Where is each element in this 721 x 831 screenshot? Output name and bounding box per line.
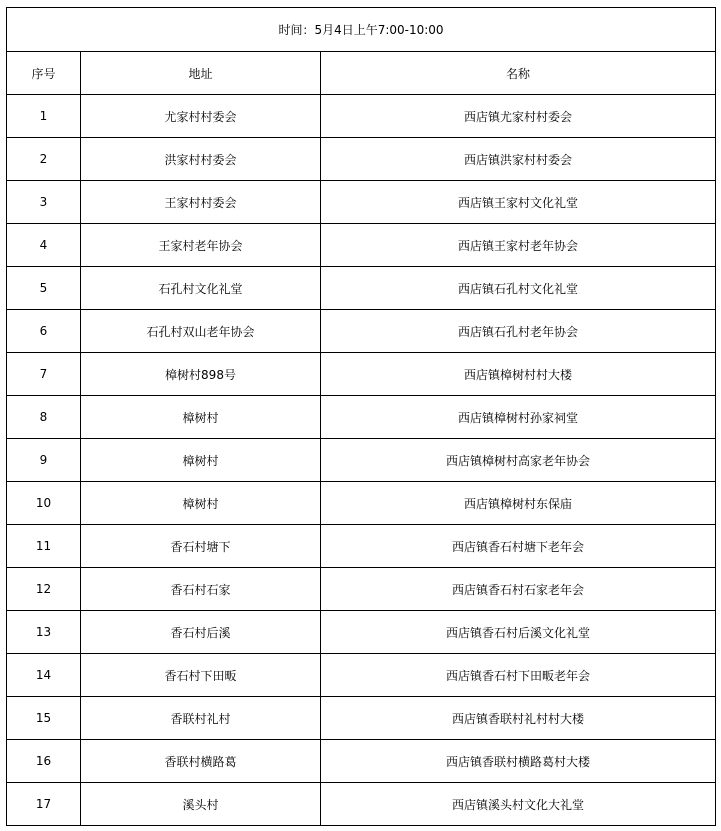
cell-name: 西店镇樟树村东保庙 — [321, 482, 716, 525]
cell-address: 溪头村 — [81, 783, 321, 826]
cell-no: 16 — [7, 740, 81, 783]
cell-address: 石孔村文化礼堂 — [81, 267, 321, 310]
table-row — [7, 310, 716, 353]
cell-address: 樟树村 — [81, 482, 321, 525]
cell-name: 西店镇香石村塘下老年会 — [321, 525, 716, 568]
table-row — [7, 396, 716, 439]
cell-name: 西店镇香联村礼村村大楼 — [321, 697, 716, 740]
cell-name: 西店镇尤家村村委会 — [321, 95, 716, 138]
cell-no: 4 — [7, 224, 81, 267]
cell-no: 9 — [7, 439, 81, 482]
cell-name: 西店镇樟树村孙家祠堂 — [321, 396, 716, 439]
cell-name: 西店镇洪家村村委会 — [321, 138, 716, 181]
cell-address: 香石村塘下 — [81, 525, 321, 568]
table-row — [7, 353, 716, 396]
table-row — [7, 697, 716, 740]
table-row — [7, 482, 716, 525]
cell-address: 石孔村双山老年协会 — [81, 310, 321, 353]
cell-no: 13 — [7, 611, 81, 654]
header-row — [7, 52, 716, 95]
cell-name: 西店镇溪头村文化大礼堂 — [321, 783, 716, 826]
cell-name: 西店镇香石村后溪文化礼堂 — [321, 611, 716, 654]
cell-address: 洪家村村委会 — [81, 138, 321, 181]
cell-no: 15 — [7, 697, 81, 740]
title-row — [7, 8, 716, 52]
cell-no: 14 — [7, 654, 81, 697]
cell-no: 3 — [7, 181, 81, 224]
cell-no: 7 — [7, 353, 81, 396]
table-body — [7, 8, 716, 826]
cell-address: 香石村后溪 — [81, 611, 321, 654]
header-no: 序号 — [7, 52, 81, 95]
cell-address: 樟树村 — [81, 439, 321, 482]
cell-no: 5 — [7, 267, 81, 310]
table-row — [7, 224, 716, 267]
table-row — [7, 783, 716, 826]
header-address: 地址 — [81, 52, 321, 95]
cell-address: 王家村老年协会 — [81, 224, 321, 267]
header-name: 名称 — [321, 52, 716, 95]
cell-name: 西店镇石孔村文化礼堂 — [321, 267, 716, 310]
cell-name: 西店镇王家村文化礼堂 — [321, 181, 716, 224]
cell-no: 10 — [7, 482, 81, 525]
cell-address: 尤家村村委会 — [81, 95, 321, 138]
table-row — [7, 525, 716, 568]
table-title: 时间：5月4日上午7:00-10:00 — [7, 8, 716, 52]
table-row — [7, 439, 716, 482]
cell-no: 2 — [7, 138, 81, 181]
cell-no: 6 — [7, 310, 81, 353]
cell-address: 香联村横路葛 — [81, 740, 321, 783]
cell-no: 11 — [7, 525, 81, 568]
table-row — [7, 181, 716, 224]
cell-address: 樟树村898号 — [81, 353, 321, 396]
table-row — [7, 95, 716, 138]
table-row — [7, 611, 716, 654]
table-row — [7, 267, 716, 310]
cell-address: 王家村村委会 — [81, 181, 321, 224]
table-row — [7, 138, 716, 181]
cell-address: 樟树村 — [81, 396, 321, 439]
cell-no: 17 — [7, 783, 81, 826]
cell-name: 西店镇樟树村高家老年协会 — [321, 439, 716, 482]
cell-address: 香石村下田畈 — [81, 654, 321, 697]
cell-name: 西店镇王家村老年协会 — [321, 224, 716, 267]
table-row — [7, 654, 716, 697]
cell-no: 12 — [7, 568, 81, 611]
cell-address: 香联村礼村 — [81, 697, 321, 740]
cell-name: 西店镇香石村下田畈老年会 — [321, 654, 716, 697]
table-row — [7, 740, 716, 783]
cell-no: 8 — [7, 396, 81, 439]
table-row — [7, 568, 716, 611]
cell-name: 西店镇石孔村老年协会 — [321, 310, 716, 353]
cell-name: 西店镇樟树村村大楼 — [321, 353, 716, 396]
cell-no: 1 — [7, 95, 81, 138]
cell-name: 西店镇香石村石家老年会 — [321, 568, 716, 611]
cell-address: 香石村石家 — [81, 568, 321, 611]
schedule-table — [6, 7, 716, 826]
cell-name: 西店镇香联村横路葛村大楼 — [321, 740, 716, 783]
